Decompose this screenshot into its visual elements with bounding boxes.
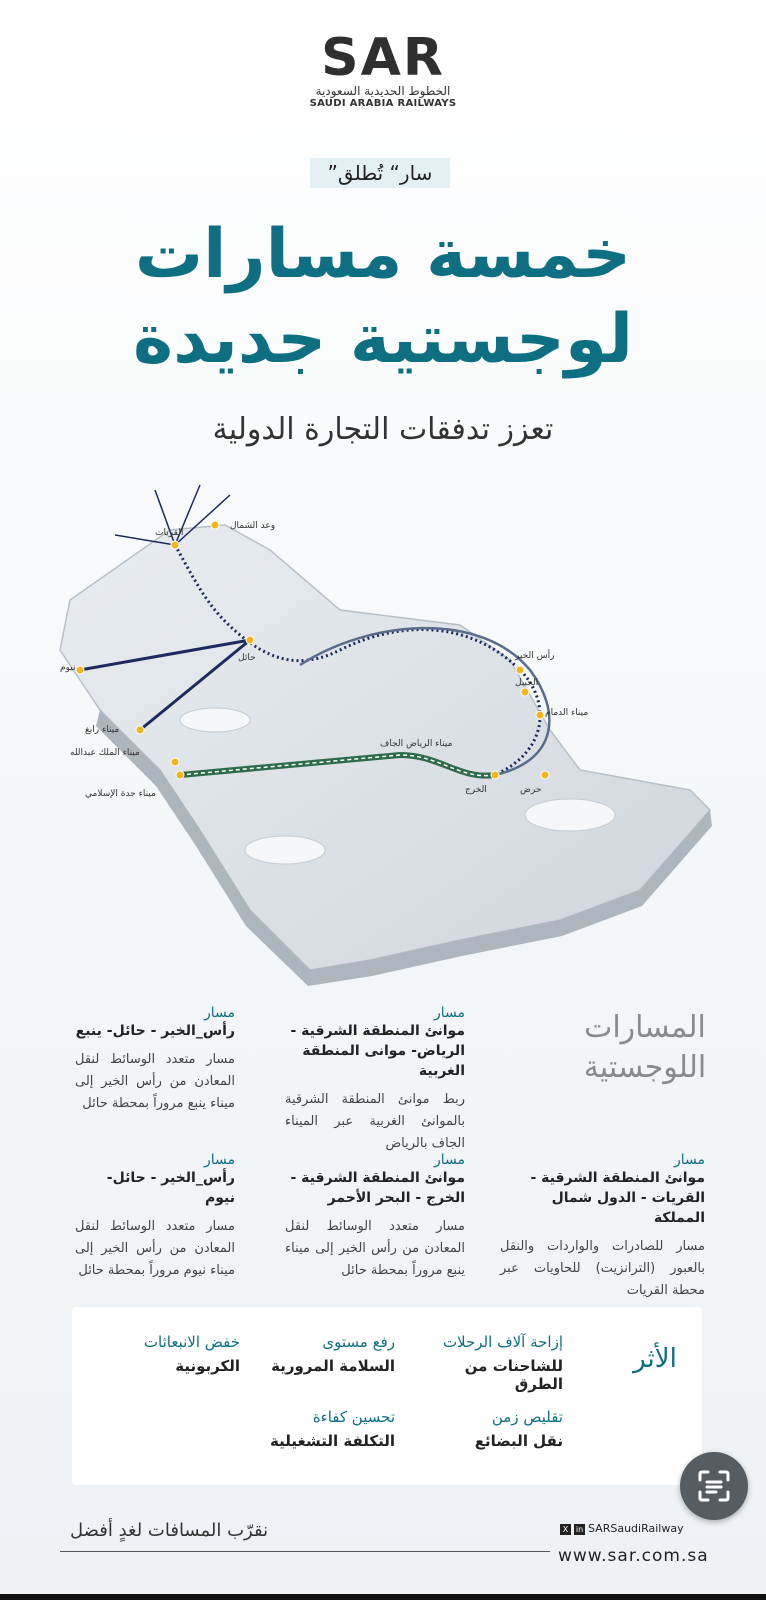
route-label: مسار [433, 1005, 465, 1021]
bottom-bar [0, 1594, 766, 1600]
route-card-4 [285, 1152, 465, 1282]
label-jeddah: ميناء جدة الإسلامي [85, 789, 156, 799]
impact-item-2 [245, 1333, 395, 1375]
station-kaec [171, 758, 179, 766]
station-haradh [541, 771, 549, 779]
impact-item-4 [413, 1408, 563, 1450]
brand-logo [0, 30, 766, 109]
label-waad: وعد الشمال [230, 521, 276, 531]
impact-title: الأثر [633, 1344, 677, 1374]
route-title: موانئ المنطقة الشرقية - القريات - الدول شمال المملكة [530, 1170, 705, 1226]
impact-item-3 [90, 1333, 240, 1375]
station-kharj [491, 771, 499, 779]
route-title: رأس_الخير - حائل- نيوم [106, 1170, 235, 1206]
subheadline: تعزز تدفقات التجارة الدولية [212, 412, 554, 447]
route-desc: مسار للصادرات والواردات والنقل بالعبور (الترانزيت) للحاويات عبر محطة القريات [500, 1239, 705, 1298]
label-neom: نيوم [60, 663, 76, 673]
footer-slogan: نقرّب المسافات لغدٍ أفضل [70, 1520, 269, 1541]
route-card-5 [500, 1152, 705, 1302]
label-qurayyat: القريات [155, 528, 184, 538]
headline-line2: لوجستية جديدة [132, 300, 634, 379]
label-riyadh-dry: ميناء الرياض الجاف [380, 739, 453, 749]
impact-item-text: الكربونية [175, 1357, 240, 1375]
impact-item-heading: إزاحة آلاف الرحلات [442, 1333, 563, 1351]
label-dammam: ميناء الدمام [545, 708, 589, 718]
label-kharj: الخرج [465, 785, 487, 795]
station-qurayyat [171, 541, 179, 549]
route-desc: مسار متعدد الوسائط لنقل المعادن من رأس الخير إلى ميناء نيوم مروراً بمحطة حائل [75, 1219, 235, 1278]
route-desc: مسار متعدد الوسائط لنقل المعادن من رأس الخير إلى ميناء ينبع مروراً بمحطة حائل [285, 1219, 465, 1278]
station-hail [246, 636, 254, 644]
headline-line1: خمسة مسارات [134, 215, 632, 294]
station-rabigh [136, 726, 144, 734]
label-jubail: الجبيل [515, 678, 539, 688]
logo-name-ar: الخطوط الحديدية السعودية [315, 84, 451, 98]
station-neom [76, 666, 84, 674]
route-desc: ربط موانئ المنطقة الشرقية بالموانئ الغربية عبر الميناء الجاف بالرياض [285, 1092, 465, 1151]
social-handle: SARSaudiRailway [588, 1522, 684, 1535]
label-rabigh: ميناء رابغ [85, 725, 120, 735]
impact-item-text: التكلفة التشغيلية [270, 1432, 395, 1450]
label-ras-khair: رأس الخير [515, 651, 555, 661]
station-jubail [521, 688, 529, 696]
website-link[interactable]: www.sar.com.sa [558, 1546, 709, 1566]
footer-social[interactable] [560, 1522, 684, 1535]
dune-1 [180, 708, 250, 732]
impact-item-heading: رفع مستوى [322, 1333, 395, 1351]
impact-item-5 [245, 1408, 395, 1450]
impact-item-heading: خفض الانبعاثات [143, 1333, 240, 1351]
impact-item-text: للشاحنات من الطرق [464, 1357, 563, 1393]
route-map [40, 470, 740, 990]
station-jeddah [176, 771, 184, 779]
scan-text-button[interactable] [680, 1452, 748, 1520]
route-card-1 [75, 1005, 235, 1115]
route-title: موانئ المنطقة الشرقية - الخرج - البحر الأحمر [290, 1170, 465, 1206]
route-card-2 [285, 1005, 465, 1155]
route-title: رأس_الخير - حائل- ينبع [75, 1023, 235, 1039]
logo-name-en: SAUDI ARABIA RAILWAYS [309, 98, 457, 109]
route-label: مسار [203, 1005, 235, 1021]
route-desc: مسار متعدد الوسائط لنقل المعادن من رأس الخير إلى ميناء ينبع مروراً بمحطة حائل [75, 1052, 235, 1111]
label-haradh: حرض [520, 785, 542, 795]
route-label: مسار [433, 1152, 465, 1168]
route-label: مسار [203, 1152, 235, 1168]
scan-text-icon [680, 1452, 748, 1520]
routes-section-title: المسارات اللوجستية [583, 1010, 707, 1085]
footer-divider [60, 1551, 550, 1552]
station-waad [211, 521, 219, 529]
impact-item-text: نقل البضائع [474, 1432, 563, 1450]
kicker-label: ”سار“ تُطلق [310, 158, 450, 188]
impact-item-text: السلامة المرورية [271, 1357, 395, 1375]
label-hail: حائل [238, 653, 256, 663]
station-dammam [536, 711, 544, 719]
station-ras-khair [516, 666, 524, 674]
impact-item-1 [413, 1333, 563, 1393]
route-card-3 [75, 1152, 235, 1282]
saudi-map-illustration [40, 470, 740, 990]
label-kaec: ميناء الملك عبدالله [70, 748, 140, 758]
dune-3 [245, 836, 325, 864]
route-title: موانئ المنطقة الشرقية - الرياض- موانى المنطقة الغربية [290, 1023, 465, 1079]
route-label: مسار [673, 1152, 705, 1168]
dune-2 [525, 799, 615, 831]
impact-item-heading: تحسين كفاءة [312, 1408, 395, 1426]
x-icon: X [560, 1524, 571, 1535]
impact-item-heading: تقليص زمن [491, 1408, 563, 1426]
logo-mark: SAR [321, 28, 445, 88]
linkedin-icon: in [575, 1524, 584, 1534]
